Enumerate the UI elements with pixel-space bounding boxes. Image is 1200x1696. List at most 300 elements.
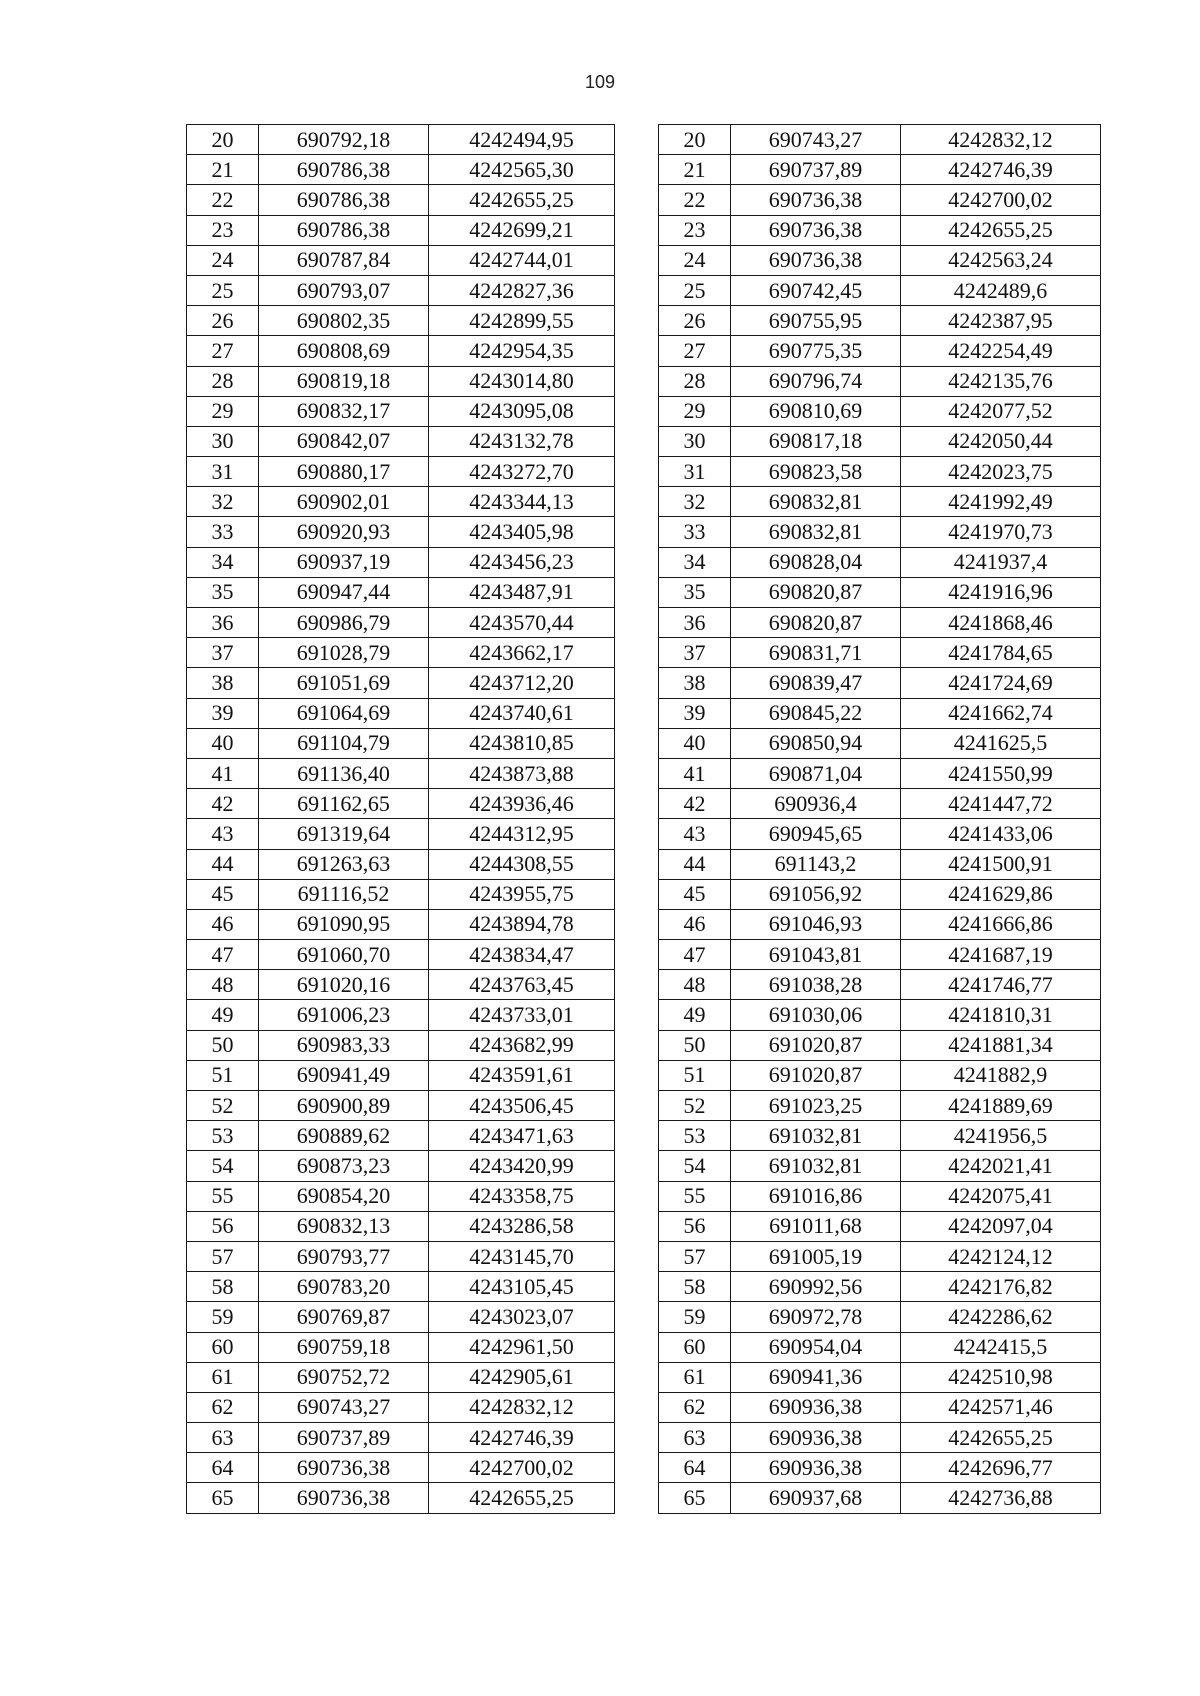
y-coordinate-cell: 4243272,70 (429, 457, 615, 487)
y-coordinate-cell: 4241784,65 (901, 638, 1101, 668)
point-number-cell: 21 (187, 155, 259, 185)
x-coordinate-cell: 690854,20 (259, 1181, 429, 1211)
point-number-cell: 22 (659, 185, 731, 215)
point-number-cell: 65 (659, 1483, 731, 1513)
x-coordinate-cell: 690941,49 (259, 1060, 429, 1090)
y-coordinate-cell: 4243894,78 (429, 909, 615, 939)
x-coordinate-cell: 690793,07 (259, 275, 429, 305)
y-coordinate-cell: 4241625,5 (901, 728, 1101, 758)
x-coordinate-cell: 690902,01 (259, 487, 429, 517)
x-coordinate-cell: 690839,47 (731, 668, 901, 698)
table-row (187, 970, 615, 1000)
table-row (659, 758, 1101, 788)
x-coordinate-cell: 691020,16 (259, 970, 429, 1000)
point-number-cell: 54 (187, 1151, 259, 1181)
table-row (659, 879, 1101, 909)
table-row (659, 336, 1101, 366)
table-row (659, 1272, 1101, 1302)
y-coordinate-cell: 4242135,76 (901, 366, 1101, 396)
y-coordinate-cell: 4243712,20 (429, 668, 615, 698)
x-coordinate-cell: 690832,17 (259, 396, 429, 426)
table-row (659, 457, 1101, 487)
y-coordinate-cell: 4243286,58 (429, 1211, 615, 1241)
table-row (187, 1483, 615, 1513)
x-coordinate-cell: 690755,95 (731, 306, 901, 336)
x-coordinate-cell: 690936,38 (731, 1392, 901, 1422)
point-number-cell: 23 (187, 215, 259, 245)
point-number-cell: 63 (659, 1423, 731, 1453)
y-coordinate-cell: 4242746,39 (901, 155, 1101, 185)
table-row (659, 789, 1101, 819)
table-row (187, 1121, 615, 1151)
point-number-cell: 58 (659, 1272, 731, 1302)
x-coordinate-cell: 690954,04 (731, 1332, 901, 1362)
y-coordinate-cell: 4241937,4 (901, 547, 1101, 577)
x-coordinate-cell: 690889,62 (259, 1121, 429, 1151)
point-number-cell: 57 (187, 1241, 259, 1271)
table-row (659, 426, 1101, 456)
point-number-cell: 35 (187, 577, 259, 607)
table-row (187, 668, 615, 698)
x-coordinate-cell: 690742,45 (731, 275, 901, 305)
table-row (187, 366, 615, 396)
table-row (187, 1241, 615, 1271)
point-number-cell: 46 (187, 909, 259, 939)
y-coordinate-cell: 4242387,95 (901, 306, 1101, 336)
x-coordinate-cell: 690947,44 (259, 577, 429, 607)
y-coordinate-cell: 4242655,25 (429, 185, 615, 215)
table-row (187, 547, 615, 577)
point-number-cell: 63 (187, 1423, 259, 1453)
y-coordinate-cell: 4241724,69 (901, 668, 1101, 698)
table-row (659, 577, 1101, 607)
point-number-cell: 40 (659, 728, 731, 758)
point-number-cell: 34 (659, 547, 731, 577)
point-number-cell: 58 (187, 1272, 259, 1302)
point-number-cell: 44 (659, 849, 731, 879)
point-number-cell: 53 (659, 1121, 731, 1151)
table-row (187, 577, 615, 607)
x-coordinate-cell: 691032,81 (731, 1121, 901, 1151)
x-coordinate-cell: 690832,81 (731, 517, 901, 547)
table-row (659, 1181, 1101, 1211)
table-row (659, 275, 1101, 305)
y-coordinate-cell: 4243405,98 (429, 517, 615, 547)
point-number-cell: 25 (187, 275, 259, 305)
point-number-cell: 42 (187, 789, 259, 819)
table-row (187, 155, 615, 185)
x-coordinate-cell: 690937,68 (731, 1483, 901, 1513)
point-number-cell: 24 (659, 245, 731, 275)
point-number-cell: 56 (187, 1211, 259, 1241)
table-row (187, 879, 615, 909)
table-row (659, 215, 1101, 245)
y-coordinate-cell: 4242961,50 (429, 1332, 615, 1362)
y-coordinate-cell: 4242954,35 (429, 336, 615, 366)
point-number-cell: 50 (187, 1030, 259, 1060)
y-coordinate-cell: 4244308,55 (429, 849, 615, 879)
point-number-cell: 43 (659, 819, 731, 849)
y-coordinate-cell: 4242655,25 (429, 1483, 615, 1513)
y-coordinate-cell: 4241868,46 (901, 608, 1101, 638)
y-coordinate-cell: 4242744,01 (429, 245, 615, 275)
table-row (659, 819, 1101, 849)
x-coordinate-cell: 690737,89 (259, 1423, 429, 1453)
x-coordinate-cell: 691020,87 (731, 1030, 901, 1060)
x-coordinate-cell: 691032,81 (731, 1151, 901, 1181)
x-coordinate-cell: 690941,36 (731, 1362, 901, 1392)
table-row (187, 819, 615, 849)
table-row (187, 698, 615, 728)
table-row (659, 1241, 1101, 1271)
table-row (187, 1272, 615, 1302)
x-coordinate-cell: 690786,38 (259, 215, 429, 245)
y-coordinate-cell: 4244312,95 (429, 819, 615, 849)
x-coordinate-cell: 690831,71 (731, 638, 901, 668)
y-coordinate-cell: 4242696,77 (901, 1453, 1101, 1483)
y-coordinate-cell: 4243487,91 (429, 577, 615, 607)
y-coordinate-cell: 4241916,96 (901, 577, 1101, 607)
table-row (187, 1030, 615, 1060)
x-coordinate-cell: 690736,38 (731, 245, 901, 275)
x-coordinate-cell: 690972,78 (731, 1302, 901, 1332)
x-coordinate-cell: 690736,38 (731, 185, 901, 215)
point-number-cell: 25 (659, 275, 731, 305)
y-coordinate-cell: 4242415,5 (901, 1332, 1101, 1362)
x-coordinate-cell: 691263,63 (259, 849, 429, 879)
y-coordinate-cell: 4242832,12 (901, 125, 1101, 155)
x-coordinate-cell: 690802,35 (259, 306, 429, 336)
x-coordinate-cell: 690832,81 (731, 487, 901, 517)
x-coordinate-cell: 690820,87 (731, 577, 901, 607)
x-coordinate-cell: 690936,38 (731, 1423, 901, 1453)
y-coordinate-cell: 4241992,49 (901, 487, 1101, 517)
point-number-cell: 49 (187, 1000, 259, 1030)
point-number-cell: 24 (187, 245, 259, 275)
point-number-cell: 21 (659, 155, 731, 185)
table-row (187, 1181, 615, 1211)
table-row (187, 185, 615, 215)
table-row (187, 306, 615, 336)
x-coordinate-cell: 690936,38 (731, 1453, 901, 1483)
y-coordinate-cell: 4243095,08 (429, 396, 615, 426)
x-coordinate-cell: 691030,06 (731, 1000, 901, 1030)
x-coordinate-cell: 690873,23 (259, 1151, 429, 1181)
table-row (659, 698, 1101, 728)
x-coordinate-cell: 690992,56 (731, 1272, 901, 1302)
point-number-cell: 54 (659, 1151, 731, 1181)
table-row (187, 1211, 615, 1241)
y-coordinate-cell: 4242655,25 (901, 215, 1101, 245)
x-coordinate-cell: 690819,18 (259, 366, 429, 396)
point-number-cell: 31 (187, 457, 259, 487)
x-coordinate-cell: 690792,18 (259, 125, 429, 155)
y-coordinate-cell: 4241687,19 (901, 940, 1101, 970)
point-number-cell: 26 (187, 306, 259, 336)
y-coordinate-cell: 4243420,99 (429, 1151, 615, 1181)
table-row (659, 306, 1101, 336)
coordinates-table-right (658, 124, 1101, 1514)
point-number-cell: 37 (187, 638, 259, 668)
table-row (187, 426, 615, 456)
table-row (659, 1121, 1101, 1151)
table-row (187, 1423, 615, 1453)
point-number-cell: 59 (187, 1302, 259, 1332)
table-row (659, 245, 1101, 275)
y-coordinate-cell: 4242097,04 (901, 1211, 1101, 1241)
y-coordinate-cell: 4242736,88 (901, 1483, 1101, 1513)
table-row (659, 1362, 1101, 1392)
table-row (187, 909, 615, 939)
y-coordinate-cell: 4243834,47 (429, 940, 615, 970)
y-coordinate-cell: 4242023,75 (901, 457, 1101, 487)
table-row (187, 457, 615, 487)
coordinates-table-left (186, 124, 615, 1514)
x-coordinate-cell: 691011,68 (731, 1211, 901, 1241)
table-row (187, 1362, 615, 1392)
table-row (659, 517, 1101, 547)
table-row (659, 909, 1101, 939)
point-number-cell: 64 (187, 1453, 259, 1483)
y-coordinate-cell: 4241433,06 (901, 819, 1101, 849)
point-number-cell: 47 (659, 940, 731, 970)
point-number-cell: 59 (659, 1302, 731, 1332)
y-coordinate-cell: 4243506,45 (429, 1091, 615, 1121)
table-body (187, 125, 615, 1514)
y-coordinate-cell: 4243682,99 (429, 1030, 615, 1060)
x-coordinate-cell: 690786,38 (259, 155, 429, 185)
point-number-cell: 38 (187, 668, 259, 698)
x-coordinate-cell: 690775,35 (731, 336, 901, 366)
x-coordinate-cell: 690759,18 (259, 1332, 429, 1362)
table-row (187, 789, 615, 819)
table-row (659, 1060, 1101, 1090)
y-coordinate-cell: 4243471,63 (429, 1121, 615, 1151)
table-row (187, 396, 615, 426)
point-number-cell: 48 (187, 970, 259, 1000)
y-coordinate-cell: 4243344,13 (429, 487, 615, 517)
y-coordinate-cell: 4242746,39 (429, 1423, 615, 1453)
table-row (659, 1030, 1101, 1060)
table-row (659, 155, 1101, 185)
table-row (187, 758, 615, 788)
table-row (659, 1483, 1101, 1513)
point-number-cell: 61 (659, 1362, 731, 1392)
x-coordinate-cell: 690937,19 (259, 547, 429, 577)
table-row (187, 487, 615, 517)
x-coordinate-cell: 690810,69 (731, 396, 901, 426)
table-row (659, 185, 1101, 215)
page-number: 109 (584, 72, 616, 92)
table-body (659, 125, 1101, 1514)
point-number-cell: 32 (187, 487, 259, 517)
table-row (659, 547, 1101, 577)
x-coordinate-cell: 690817,18 (731, 426, 901, 456)
x-coordinate-cell: 690880,17 (259, 457, 429, 487)
table-row (187, 849, 615, 879)
y-coordinate-cell: 4243936,46 (429, 789, 615, 819)
x-coordinate-cell: 690736,38 (731, 215, 901, 245)
point-number-cell: 49 (659, 1000, 731, 1030)
x-coordinate-cell: 690823,58 (731, 457, 901, 487)
y-coordinate-cell: 4242050,44 (901, 426, 1101, 456)
point-number-cell: 61 (187, 1362, 259, 1392)
point-number-cell: 20 (659, 125, 731, 155)
table-row (659, 849, 1101, 879)
y-coordinate-cell: 4242563,24 (901, 245, 1101, 275)
y-coordinate-cell: 4241550,99 (901, 758, 1101, 788)
y-coordinate-cell: 4243955,75 (429, 879, 615, 909)
table-row (659, 638, 1101, 668)
table-row (187, 275, 615, 305)
table-row (659, 1423, 1101, 1453)
point-number-cell: 20 (187, 125, 259, 155)
point-number-cell: 39 (659, 698, 731, 728)
table-row (659, 1091, 1101, 1121)
x-coordinate-cell: 690832,13 (259, 1211, 429, 1241)
point-number-cell: 57 (659, 1241, 731, 1271)
point-number-cell: 44 (187, 849, 259, 879)
x-coordinate-cell: 691016,86 (731, 1181, 901, 1211)
point-number-cell: 41 (187, 758, 259, 788)
point-number-cell: 65 (187, 1483, 259, 1513)
table-row (659, 1453, 1101, 1483)
y-coordinate-cell: 4242254,49 (901, 336, 1101, 366)
x-coordinate-cell: 691162,65 (259, 789, 429, 819)
x-coordinate-cell: 690743,27 (259, 1392, 429, 1422)
table-row (187, 1091, 615, 1121)
y-coordinate-cell: 4243358,75 (429, 1181, 615, 1211)
y-coordinate-cell: 4242827,36 (429, 275, 615, 305)
y-coordinate-cell: 4241810,31 (901, 1000, 1101, 1030)
table-row (187, 1000, 615, 1030)
y-coordinate-cell: 4243145,70 (429, 1241, 615, 1271)
point-number-cell: 35 (659, 577, 731, 607)
table-row (187, 940, 615, 970)
y-coordinate-cell: 4242905,61 (429, 1362, 615, 1392)
point-number-cell: 33 (659, 517, 731, 547)
point-number-cell: 55 (659, 1181, 731, 1211)
x-coordinate-cell: 690737,89 (731, 155, 901, 185)
table-row (187, 1392, 615, 1422)
point-number-cell: 29 (659, 396, 731, 426)
point-number-cell: 51 (659, 1060, 731, 1090)
y-coordinate-cell: 4243014,80 (429, 366, 615, 396)
x-coordinate-cell: 690769,87 (259, 1302, 429, 1332)
point-number-cell: 34 (187, 547, 259, 577)
point-number-cell: 60 (187, 1332, 259, 1362)
x-coordinate-cell: 691020,87 (731, 1060, 901, 1090)
y-coordinate-cell: 4243591,61 (429, 1060, 615, 1090)
point-number-cell: 30 (187, 426, 259, 456)
point-number-cell: 27 (187, 336, 259, 366)
point-number-cell: 46 (659, 909, 731, 939)
table-row (659, 366, 1101, 396)
point-number-cell: 53 (187, 1121, 259, 1151)
x-coordinate-cell: 691116,52 (259, 879, 429, 909)
point-number-cell: 39 (187, 698, 259, 728)
point-number-cell: 43 (187, 819, 259, 849)
point-number-cell: 52 (187, 1091, 259, 1121)
point-number-cell: 51 (187, 1060, 259, 1090)
x-coordinate-cell: 691319,64 (259, 819, 429, 849)
point-number-cell: 47 (187, 940, 259, 970)
point-number-cell: 45 (187, 879, 259, 909)
y-coordinate-cell: 4242176,82 (901, 1272, 1101, 1302)
table-row (659, 970, 1101, 1000)
y-coordinate-cell: 4243132,78 (429, 426, 615, 456)
x-coordinate-cell: 690871,04 (731, 758, 901, 788)
point-number-cell: 31 (659, 457, 731, 487)
x-coordinate-cell: 691143,2 (731, 849, 901, 879)
y-coordinate-cell: 4241666,86 (901, 909, 1101, 939)
y-coordinate-cell: 4243763,45 (429, 970, 615, 1000)
table-row (659, 487, 1101, 517)
x-coordinate-cell: 691090,95 (259, 909, 429, 939)
table-row (659, 940, 1101, 970)
y-coordinate-cell: 4242494,95 (429, 125, 615, 155)
x-coordinate-cell: 690743,27 (731, 125, 901, 155)
x-coordinate-cell: 691038,28 (731, 970, 901, 1000)
x-coordinate-cell: 690783,20 (259, 1272, 429, 1302)
y-coordinate-cell: 4243023,07 (429, 1302, 615, 1332)
point-number-cell: 62 (187, 1392, 259, 1422)
point-number-cell: 23 (659, 215, 731, 245)
point-number-cell: 52 (659, 1091, 731, 1121)
x-coordinate-cell: 691064,69 (259, 698, 429, 728)
point-number-cell: 56 (659, 1211, 731, 1241)
y-coordinate-cell: 4243662,17 (429, 638, 615, 668)
x-coordinate-cell: 690850,94 (731, 728, 901, 758)
table-row (659, 1000, 1101, 1030)
x-coordinate-cell: 691046,93 (731, 909, 901, 939)
point-number-cell: 37 (659, 638, 731, 668)
x-coordinate-cell: 690786,38 (259, 185, 429, 215)
point-number-cell: 33 (187, 517, 259, 547)
point-number-cell: 22 (187, 185, 259, 215)
point-number-cell: 40 (187, 728, 259, 758)
table-row (659, 1211, 1101, 1241)
point-number-cell: 28 (187, 366, 259, 396)
x-coordinate-cell: 690936,4 (731, 789, 901, 819)
y-coordinate-cell: 4242124,12 (901, 1241, 1101, 1271)
x-coordinate-cell: 691056,92 (731, 879, 901, 909)
x-coordinate-cell: 690983,33 (259, 1030, 429, 1060)
table-row (187, 245, 615, 275)
y-coordinate-cell: 4241882,9 (901, 1060, 1101, 1090)
table-row (659, 1332, 1101, 1362)
point-number-cell: 64 (659, 1453, 731, 1483)
y-coordinate-cell: 4243105,45 (429, 1272, 615, 1302)
table-row (659, 608, 1101, 638)
point-number-cell: 32 (659, 487, 731, 517)
point-number-cell: 50 (659, 1030, 731, 1060)
y-coordinate-cell: 4242489,6 (901, 275, 1101, 305)
x-coordinate-cell: 691006,23 (259, 1000, 429, 1030)
y-coordinate-cell: 4241447,72 (901, 789, 1101, 819)
x-coordinate-cell: 690900,89 (259, 1091, 429, 1121)
table-row (187, 1060, 615, 1090)
table-row (187, 638, 615, 668)
point-number-cell: 28 (659, 366, 731, 396)
y-coordinate-cell: 4243570,44 (429, 608, 615, 638)
point-number-cell: 62 (659, 1392, 731, 1422)
table-row (187, 517, 615, 547)
point-number-cell: 30 (659, 426, 731, 456)
y-coordinate-cell: 4242286,62 (901, 1302, 1101, 1332)
y-coordinate-cell: 4243810,85 (429, 728, 615, 758)
table-row (659, 1302, 1101, 1332)
